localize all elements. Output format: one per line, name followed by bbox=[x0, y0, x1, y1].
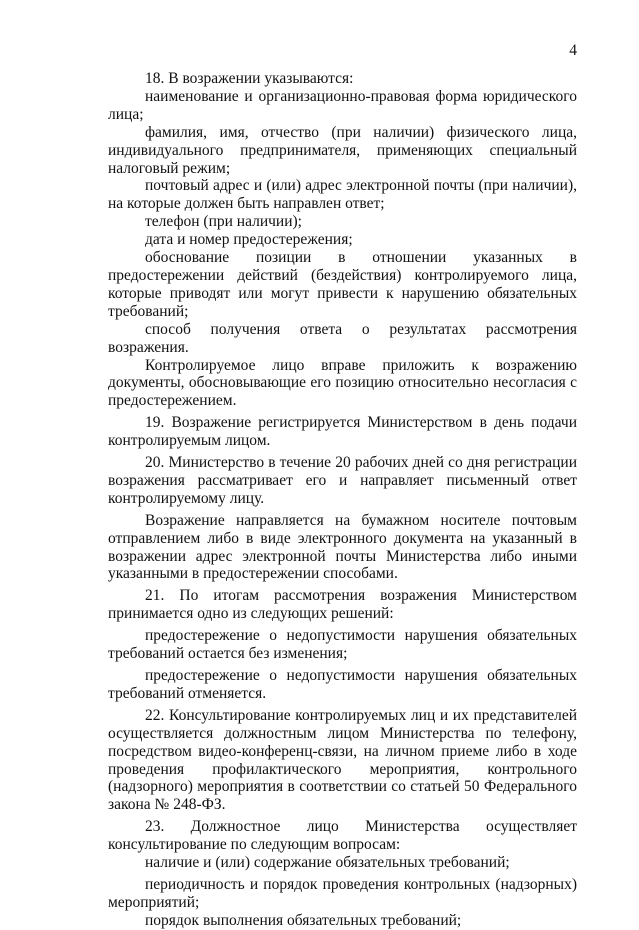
paragraph: предостережение о недопустимости нарушения обязательных требований остается без изменения; bbox=[108, 627, 577, 663]
paragraph: наличие и (или) содержание обязательных требований; bbox=[145, 854, 510, 872]
paragraph: почтовый адрес и (или) адрес электронной почты (при наличии), на которые должен быть направлен ответ; bbox=[108, 177, 577, 213]
paragraph: дата и номер предостережения; bbox=[145, 231, 353, 249]
paragraph: 22. Консультирование контролируемых лиц и их представителей осуществляется должностным лицом Министерства по телефону, посредством видео-конференц-связи, на личном приеме либо в ходе проведения профилактического мероприятия, контрольного (надзорного) мероприятия в соответствии со статьей 50 Федерального закона № 248-ФЗ. bbox=[108, 706, 577, 814]
paragraph: 20. Министерство в течение 20 рабочих дней со дня регистрации возражения рассматривает его и направляет письменный ответ контролируемому лицу. bbox=[108, 454, 577, 507]
paragraph: предостережение о недопустимости нарушения обязательных требований отменяется. bbox=[108, 667, 577, 702]
paragraph: 23. Должностное лицо Министерства осуществляет консультирование по следующим вопросам: bbox=[108, 818, 577, 854]
paragraph: порядок выполнения обязательных требований; bbox=[145, 911, 462, 929]
paragraph: 18. В возражении указываются: bbox=[145, 70, 354, 87]
paragraph: 21. По итогам рассмотрения возражения Министерством принимается одно из следующих решений: bbox=[108, 587, 577, 623]
paragraph: фамилия, имя, отчество (при наличии) физического лица, индивидуального предпринимателя, применяющих специальный налоговый режим; bbox=[108, 123, 577, 177]
paragraph: 19. Возражение регистрируется Министерством в день подачи контролируемым лицом. bbox=[108, 414, 577, 450]
paragraph: Контролируемое лицо вправе приложить к возражению документы, обосновывающие его позицию относительно несогласия с предостережением. bbox=[108, 356, 577, 410]
document-body bbox=[108, 70, 577, 930]
paragraph: наименование и организационно-правовая форма юридического лица; bbox=[108, 87, 577, 123]
paragraph: Возражение направляется на бумажном носителе почтовым отправлением либо в виде электронного документа на указанный в возражении адрес электронной почты Министерства либо иными указанными в предостережении способами. bbox=[108, 511, 577, 583]
paragraph: периодичность и порядок проведения контрольных (надзорных) мероприятий; bbox=[108, 875, 577, 911]
paragraph: телефон (при наличии); bbox=[145, 213, 302, 231]
paragraph: обоснование позиции в отношении указанных в предостережении действий (бездействия) контролируемого лица, которые приводят или могут привести к нарушению обязательных требований; bbox=[108, 249, 577, 320]
paragraph: способ получения ответа о результатах рассмотрения возражения. bbox=[108, 320, 577, 356]
page-number: 4 bbox=[569, 42, 577, 59]
